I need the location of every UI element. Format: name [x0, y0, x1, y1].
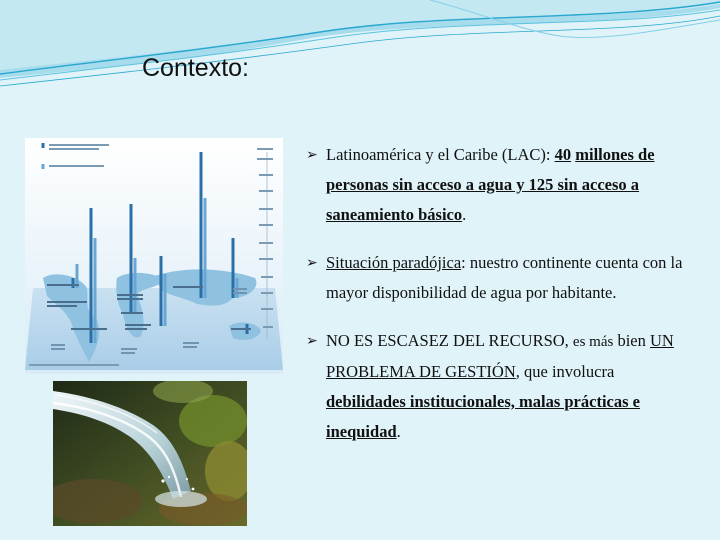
bullet-1-period: . — [462, 205, 467, 224]
bullet-3-caps: NO ES ESCASEZ DEL RECURSO, — [326, 331, 573, 350]
bullet-1-number: 40 — [554, 145, 572, 164]
bullet-item-management — [306, 326, 698, 447]
bullet-item-paradox — [306, 248, 698, 308]
water-photo-graphic — [53, 381, 247, 526]
bullet-3-problem: UN PROBLEMA DE GESTIÓN — [326, 331, 674, 381]
bullet-3-small: es más — [572, 334, 614, 350]
world-map-graphic — [25, 138, 283, 374]
bullet-item-lac-access — [306, 140, 698, 230]
bullet-3-period: . — [396, 422, 401, 441]
arrow-bullet-icon: ➢ — [306, 147, 318, 163]
slide-title: Contexto: — [142, 54, 250, 82]
bullet-2-heading: Situación paradójica — [326, 253, 462, 272]
bullet-list — [306, 140, 698, 465]
bullet-3-text-b: , que involucra — [515, 362, 615, 381]
water-stream-photo — [53, 381, 247, 526]
bullet-3-issues: debilidades institucionales, malas prácticas e inequidad — [326, 392, 640, 441]
bullet-3-text-a: bien — [613, 331, 651, 350]
header-wave-decoration — [0, 0, 720, 95]
arrow-bullet-icon: ➢ — [306, 333, 318, 349]
bullet-1-emphasis: millones de personas sin acceso a agua y 125 sin acceso a saneamiento básico — [326, 145, 655, 224]
arrow-bullet-icon: ➢ — [306, 255, 318, 271]
bullet-1-text: Latinoamérica y el Caribe (LAC): — [326, 145, 555, 164]
water-resources-map-figure — [25, 138, 283, 374]
bullet-2-text: : nuestro continente cuenta con la mayor disponibilidad de agua por habitante. — [326, 253, 683, 302]
